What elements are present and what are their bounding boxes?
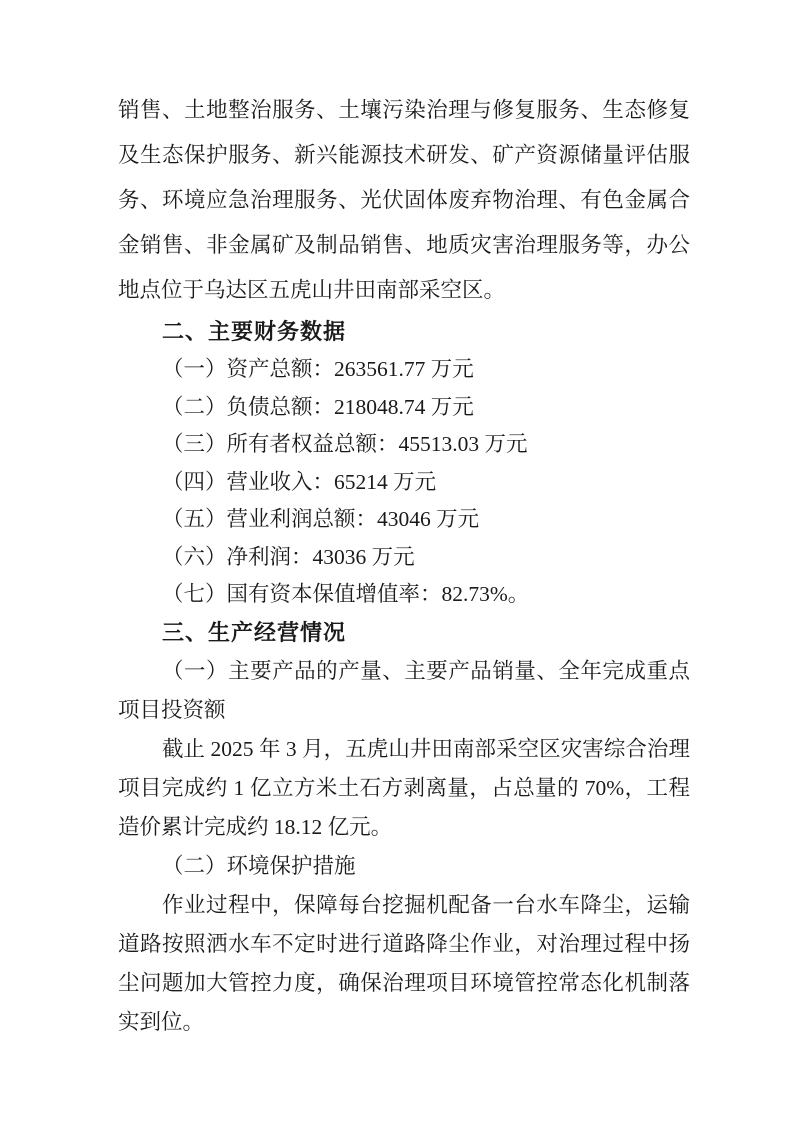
financial-item-capital-preservation-rate: （七）国有资本保值增值率：82.73%。 (162, 582, 530, 606)
subsection-heading-environment: （二）环境保护措施 (162, 853, 356, 878)
environment-measures-paragraph: 作业过程中，保障每台挖掘机配备一台水车降尘，运输道路按照洒水车不定时进行道路降尘作业，对治理过程中扬尘问题加大管控力度，确保治理项目环境管控常态化机制落实到位。 (118, 892, 690, 1034)
section-heading-operations: 三、生产经营情况 (162, 619, 347, 645)
financial-item-total-liabilities: （二）负债总额：218048.74 万元 (162, 394, 474, 419)
intro-paragraph: 销售、土地整治服务、土壤污染治理与修复服务、生态修复及生态保护服务、新兴能源技术研发、矿产资源储量评估服务、环境应急治理服务、光伏固体废弃物治理、有色金属合金销售、非金属矿及制品销售、地质灾害治理服务等，办公地点位于乌达区五虎山井田南部采空区。 (118, 98, 690, 302)
section-heading-financial-data: 二、主要财务数据 (162, 319, 347, 344)
subsection-heading-products-output: （一）主要产品的产量、主要产品销量、全年完成重点项目投资额 (118, 658, 690, 722)
financial-item-operating-profit: （五）营业利润总额：43046 万元 (162, 507, 480, 531)
financial-item-net-profit: （六）净利润：43036 万元 (162, 544, 415, 569)
financial-item-operating-revenue: （四）营业收入：65214 万元 (162, 469, 437, 494)
financial-item-total-assets: （一）资产总额：263561.77 万元 (162, 357, 474, 381)
products-progress-paragraph: 截止 2025 年 3 月，五虎山井田南部采空区灾害综合治理项目完成约 1 亿立方米土石方剥离量，占总量的 70%，工程造价累计完成约 18.12 亿元。 (118, 736, 690, 839)
financial-item-owners-equity: （三）所有者权益总额：45513.03 万元 (162, 432, 528, 456)
